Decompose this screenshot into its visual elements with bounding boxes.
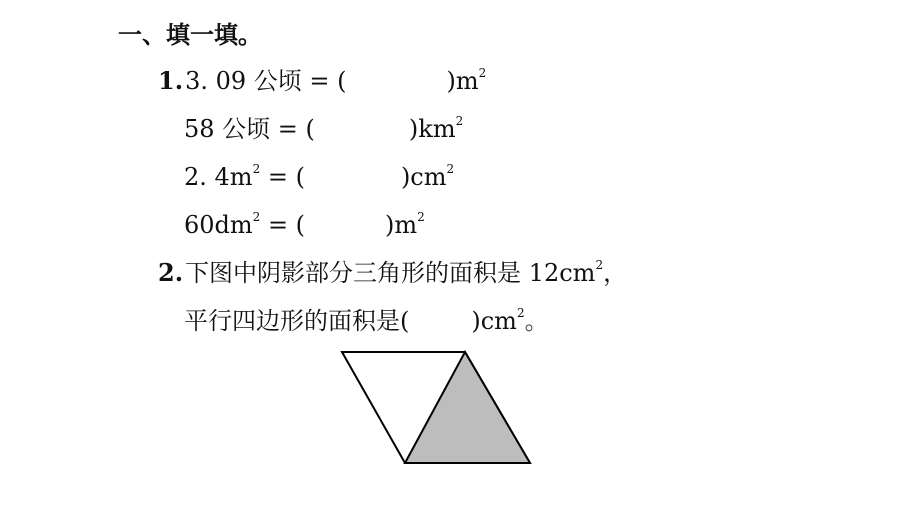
q1-number: 1. bbox=[158, 66, 184, 95]
q2-line-2-text: 平行四边形的面积是( bbox=[184, 307, 410, 335]
q1-line-4-unit: )m bbox=[385, 211, 418, 239]
q2-line-2-end: 。 bbox=[524, 307, 549, 335]
q1-line-3-left-sup: 2 bbox=[252, 162, 261, 176]
q2-line-1 bbox=[158, 258, 627, 288]
q2-line-1-sup: 2 bbox=[595, 258, 604, 272]
section-title bbox=[118, 20, 262, 50]
q1-line-3-left2: = ( bbox=[260, 163, 305, 191]
q2-line-1-end: ， bbox=[603, 259, 628, 287]
q1-line-1-sup: 2 bbox=[478, 66, 487, 80]
parallelogram-figure bbox=[335, 345, 535, 470]
q1-line-2 bbox=[184, 114, 463, 144]
q1-line-3-sup: 2 bbox=[446, 162, 455, 176]
q1-line-1-unit: )m bbox=[446, 67, 479, 95]
q1-line-2-sup: 2 bbox=[455, 114, 464, 128]
section-title-text: 一、填一填。 bbox=[118, 20, 262, 49]
q1-line-1-left: 3. 09 公顷 = ( bbox=[185, 67, 347, 95]
q1-line-1 bbox=[158, 66, 486, 96]
q1-line-4-left-sup: 2 bbox=[252, 210, 261, 224]
q2-line-2-sup: 2 bbox=[516, 306, 525, 320]
q2-line-2-unit: )cm bbox=[471, 307, 517, 335]
q1-line-3 bbox=[184, 162, 454, 192]
q1-line-4-sup: 2 bbox=[417, 210, 425, 224]
q2-line-2 bbox=[184, 306, 549, 336]
q1-line-4 bbox=[184, 210, 425, 240]
q1-line-2-left: 58 公顷 = ( bbox=[184, 115, 315, 143]
q1-line-3-unit: )cm bbox=[400, 163, 447, 191]
q2-number: 2. bbox=[158, 258, 184, 287]
q1-line-3-left: 2. 4m bbox=[184, 163, 253, 191]
q2-line-1-text: 下图中阴影部分三角形的面积是 12cm bbox=[185, 259, 596, 287]
q1-line-2-unit: )km bbox=[408, 115, 456, 143]
q1-line-4-left: 60dm bbox=[184, 211, 253, 239]
q1-line-4-left2: = ( bbox=[260, 211, 306, 239]
